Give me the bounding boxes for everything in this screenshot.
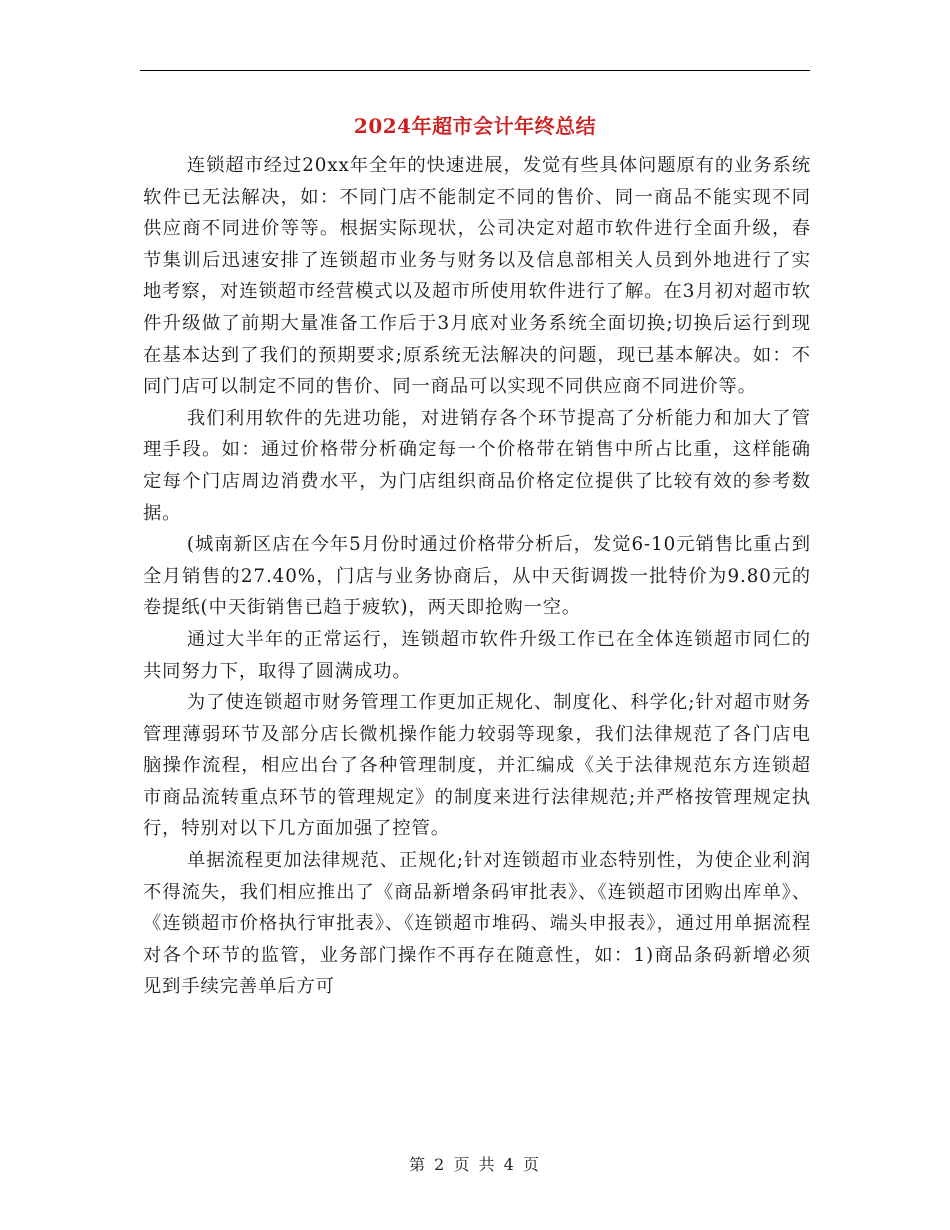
- document-body: [143, 150, 811, 1003]
- page-number-footer: 第 2 页 共 4 页: [409, 1155, 541, 1174]
- body-paragraph: (城南新区店在今年5月份时通过价格带分析后，发觉6-10元销售比重占到全月销售的27.40%，门店与业务协商后，从中天街调拨一批特价为9.80元的卷提纸(中天街销售已趋于疲软)，两天即抢购一空。: [143, 534, 811, 619]
- header-rule: [140, 70, 810, 71]
- body-paragraph: 单据流程更加法律规范、正规化;针对连锁超市业态特别性，为使企业利润不得流失，我们相应推出了《商品新增条码审批表》、《连锁超市团购出库单》、《连锁超市价格执行审批表》、《连锁超市堆码、端头申报表》，通过用单据流程对各个环节的监管，业务部门操作不再存在随意性，如：1)商品条码新增必须见到手续完善单后方可: [143, 850, 811, 998]
- body-paragraph: 连锁超市经过20xx年全年的快速进展，发觉有些具体问题原有的业务系统软件已无法解决，如：不同门店不能制定不同的售价、同一商品不能实现不同供应商不同进价等等。根据实际现状，公司决定对超市软件进行全面升级，春节集训后迅速安排了连锁超市业务与财务以及信息部相关人员到外地进行了实地考察，对连锁超市经营模式以及超市所使用软件进行了解。在3月初对超市软件升级做了前期大量准备工作后于3月底对业务系统全面切换;切换后运行到现在基本达到了我们的预期要求;原系统无法解决的问题，现已基本解决。如：不同门店可以制定不同的售价、同一商品可以实现不同供应商不同进价等。: [143, 155, 811, 398]
- body-paragraph: 为了使连锁超市财务管理工作更加正规化、制度化、科学化;针对超市财务管理薄弱环节及部分店长微机操作能力较弱等现象，我们法律规范了各门店电脑操作流程，相应出台了各种管理制度，并汇编成《关于法律规范东方连锁超市商品流转重点环节的管理规定》的制度来进行法律规范;并严格按管理规定执行，特别对以下几方面加强了控管。: [143, 692, 811, 840]
- document-title: 2024年超市会计年终总结: [353, 114, 597, 138]
- body-paragraph: 我们利用软件的先进功能，对进销存各个环节提高了分析能力和加大了管理手段。如：通过价格带分析确定每一个价格带在销售中所占比重，这样能确定每个门店周边消费水平，为门店组织商品价格定位提供了比较有效的参考数据。: [143, 407, 811, 524]
- body-paragraph: 通过大半年的正常运行，连锁超市软件升级工作已在全体连锁超市同仁的共同努力下，取得了圆满成功。: [143, 628, 811, 682]
